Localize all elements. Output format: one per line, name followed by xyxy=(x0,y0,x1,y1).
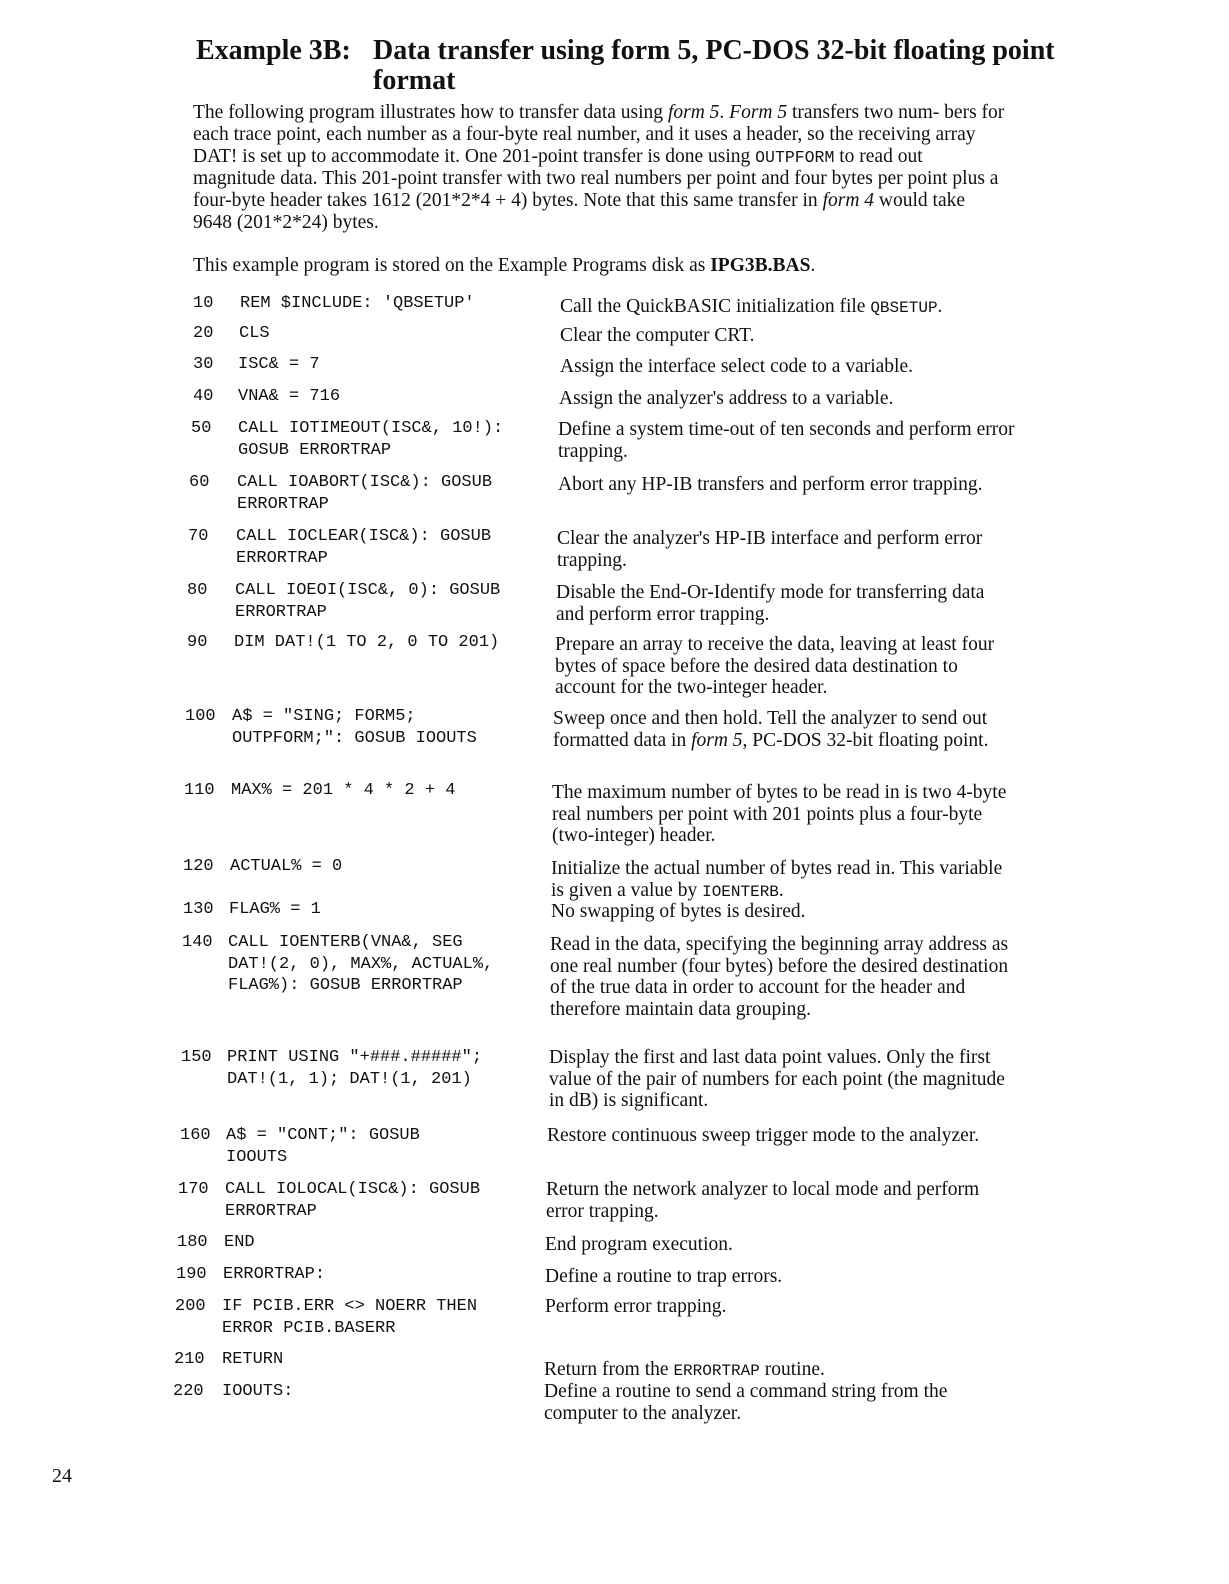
basic-code: CALL IOABORT(ISC&): GOSUB ERRORTRAP xyxy=(237,473,493,514)
inline-code: QBSETUP xyxy=(870,299,938,317)
page-number: 24 xyxy=(52,1465,72,1487)
intro-text: to read out magnitude data. This 201-point transfer with two real numbers per point and four bytes per point plus a four-byte header takes 1612 (201*2*4 + 4) bytes. Note that this same transfer in xyxy=(193,145,999,212)
stored-text: . xyxy=(810,255,816,276)
line-number: 60 xyxy=(189,473,210,492)
example-title: Data transfer using form 5, PC-DOS 32-bit floating point format xyxy=(373,35,1055,96)
basic-code: CALL IOTIMEOUT(ISC&, 10!): GOSUB ERRORTRAP xyxy=(238,419,504,460)
line-number: 40 xyxy=(193,387,214,406)
basic-code: A$ = "SING; FORM5; OUTPFORM;": GOSUB IOOUTS xyxy=(232,707,477,748)
basic-code: CLS xyxy=(239,324,270,343)
description-text: Assign the interface select code to a variable. xyxy=(560,356,914,377)
line-number: 120 xyxy=(183,857,214,876)
line-description xyxy=(547,1125,1007,1147)
basic-code: CALL IOCLEAR(ISC&): GOSUB ERRORTRAP xyxy=(236,527,492,568)
basic-code: PRINT USING "+###.#####"; DAT!(1, 1); DAT!(1, 201) xyxy=(227,1048,483,1089)
program-filename: IPG3B.BAS xyxy=(710,255,811,276)
description-text: Disable the End-Or-Identify mode for transferring data and perform error trapping. xyxy=(556,582,985,625)
line-description xyxy=(549,1047,1009,1112)
description-text: Sweep once and then hold. Tell the analyzer to send out formatted data in xyxy=(553,708,988,751)
basic-code: A$ = "CONT;": GOSUB IOOUTS xyxy=(226,1126,420,1167)
line-number: 170 xyxy=(178,1180,209,1199)
basic-code: ACTUAL% = 0 xyxy=(230,857,343,876)
line-description xyxy=(560,296,1020,320)
line-number: 110 xyxy=(184,781,215,800)
description-text: Abort any HP-IB transfers and perform error trapping. xyxy=(558,474,983,495)
intro-text: . xyxy=(719,102,730,123)
line-description xyxy=(544,1359,1004,1383)
description-text: Define a routine to send a command string from the computer to the analyzer. xyxy=(544,1381,948,1424)
intro-italic-form4: form 4 xyxy=(822,190,875,212)
description-text: The maximum number of bytes to be read in is two 4-byte real numbers per point with 201 points plus a four-byte (two-integer) header. xyxy=(552,782,1007,846)
line-number: 150 xyxy=(181,1048,212,1067)
description-text: Define a routine to trap errors. xyxy=(545,1266,783,1287)
intro-italic-form5: form 5 xyxy=(667,102,720,123)
intro-text: transfers two num- bers for each trace point, each number as a four-byte real number, and it uses a header, so the receiving array DAT! is set up to accommodate it. One 201-point transfer is done using xyxy=(193,102,1005,167)
description-text: Prepare an array to receive the data, leaving at least four bytes of space before the desired data destination to account for the two-integer header. xyxy=(555,634,995,698)
line-number: 100 xyxy=(185,707,216,726)
intro-italic-form5: Form 5 xyxy=(729,102,788,123)
description-text: Display the first and last data point values. Only the first value of the pair of numbers for each point (the magnitude in dB) is significant. xyxy=(549,1047,1005,1111)
line-number: 130 xyxy=(183,900,214,919)
description-text: Initialize the actual number of bytes read in. This variable is given a value by xyxy=(551,858,1003,901)
line-number: 200 xyxy=(175,1297,206,1316)
line-description xyxy=(556,582,1016,625)
inline-code: IOENTERB xyxy=(702,882,779,901)
section-heading xyxy=(196,36,1096,96)
basic-code: CALL IOEOI(ISC&, 0): GOSUB ERRORTRAP xyxy=(235,581,501,622)
line-description xyxy=(545,1234,1005,1256)
line-description xyxy=(558,419,1018,462)
line-description xyxy=(545,1296,1005,1318)
basic-code: ISC& = 7 xyxy=(238,355,320,374)
basic-code: CALL IOLOCAL(ISC&): GOSUB ERRORTRAP xyxy=(225,1180,481,1221)
description-text: Return the network analyzer to local mode and perform error trapping. xyxy=(546,1179,980,1222)
line-number: 210 xyxy=(174,1350,205,1369)
line-description xyxy=(544,1381,1004,1424)
line-description xyxy=(560,325,1020,347)
line-number: 140 xyxy=(182,933,213,952)
basic-code: IF PCIB.ERR <> NOERR THEN ERROR PCIB.BASERR xyxy=(222,1297,478,1338)
basic-code: REM $INCLUDE: 'QBSETUP' xyxy=(240,294,475,313)
basic-code: RETURN xyxy=(222,1350,284,1369)
description-text: Assign the analyzer's address to a variable. xyxy=(559,388,894,409)
example-label: Example 3B: xyxy=(196,35,351,66)
line-description xyxy=(550,934,1010,1020)
description-text: Perform error trapping. xyxy=(545,1296,727,1317)
line-number: 70 xyxy=(188,527,209,546)
description-text: Clear the computer CRT. xyxy=(560,325,755,346)
description-text: Read in the data, specifying the beginning array address as one real number (four bytes) before the desired destination of the true data in order to account for the header and therefore maintain data grouping. xyxy=(550,934,1009,1020)
italic-text: form 5 xyxy=(691,729,743,751)
line-number: 80 xyxy=(187,581,208,600)
line-description xyxy=(555,634,1015,699)
stored-note xyxy=(193,255,1008,277)
line-description xyxy=(551,858,1011,903)
line-number: 50 xyxy=(191,419,212,438)
line-description xyxy=(545,1266,1005,1288)
description-text: Return from the xyxy=(544,1359,674,1380)
line-description xyxy=(551,901,1011,923)
line-description xyxy=(558,474,1018,496)
description-text: routine. xyxy=(759,1359,825,1380)
line-number: 10 xyxy=(193,294,214,313)
intro-code-outpform: OUTPFORM xyxy=(755,147,835,167)
line-number: 220 xyxy=(173,1382,204,1401)
basic-code: MAX% = 201 * 4 * 2 + 4 xyxy=(231,781,456,800)
description-text: Restore continuous sweep trigger mode to the analyzer. xyxy=(547,1125,980,1146)
line-description xyxy=(553,708,1013,751)
description-text: . xyxy=(937,296,943,317)
basic-code: FLAG% = 1 xyxy=(229,900,321,919)
intro-text: would take 9648 (201*2*24) bytes. xyxy=(193,190,966,233)
stored-text: This example program is stored on the Example Programs disk as xyxy=(193,255,711,276)
line-number: 20 xyxy=(193,324,214,343)
description-text: Define a system time-out of ten seconds and perform error trapping. xyxy=(558,419,1015,462)
description-text: Call the QuickBASIC initialization file xyxy=(560,296,871,317)
description-text: , PC-DOS 32-bit floating point. xyxy=(742,729,989,751)
line-description xyxy=(560,356,1020,378)
line-number: 180 xyxy=(177,1233,208,1252)
line-number: 190 xyxy=(176,1265,207,1284)
basic-code: ERRORTRAP: xyxy=(223,1265,326,1284)
basic-code: CALL IOENTERB(VNA&, SEG DAT!(2, 0), MAX%, ACTUAL%, FLAG%): GOSUB ERRORTRAP xyxy=(228,933,494,995)
basic-code: VNA& = 716 xyxy=(238,387,341,406)
description-text: End program execution. xyxy=(545,1234,733,1255)
description-text: No swapping of bytes is desired. xyxy=(551,901,806,922)
intro-paragraph xyxy=(193,102,1008,234)
line-number: 30 xyxy=(193,355,214,374)
basic-code: DIM DAT!(1 TO 2, 0 TO 201) xyxy=(234,633,500,652)
basic-code: END xyxy=(224,1233,255,1252)
line-description xyxy=(559,388,1019,410)
line-number: 160 xyxy=(180,1126,211,1145)
description-text: Clear the analyzer's HP-IB interface and perform error trapping. xyxy=(557,528,983,571)
basic-code: IOOUTS: xyxy=(222,1382,294,1401)
line-description xyxy=(546,1179,1006,1222)
inline-code: ERRORTRAP xyxy=(673,1362,760,1380)
line-description xyxy=(557,528,1017,571)
description-text: . xyxy=(778,879,784,901)
line-number: 90 xyxy=(187,633,208,652)
intro-text: The following program illustrates how to transfer data using xyxy=(193,102,668,123)
line-description xyxy=(552,782,1012,847)
